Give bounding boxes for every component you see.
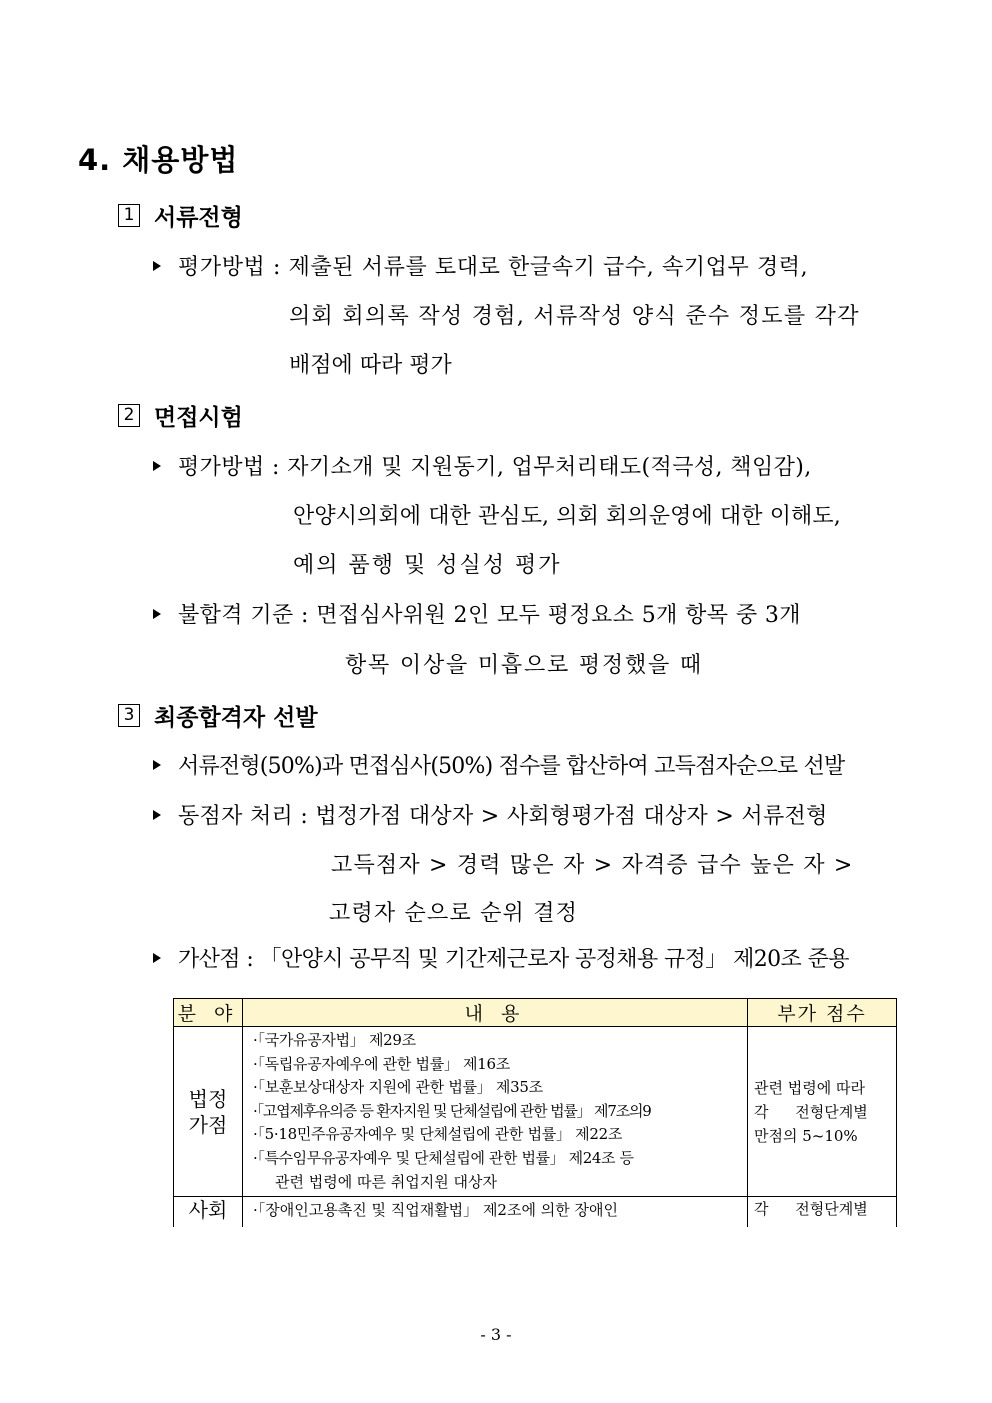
triangle-bullet-icon: [153, 760, 161, 770]
points-cell: [748, 1027, 897, 1197]
table-row: [174, 1197, 897, 1227]
triangle-bullet-icon: [153, 810, 161, 820]
bullet-line: 평가방법 : 제출된 서류를 토대로 한글속기 급수, 속기업무 경력,: [178, 255, 809, 280]
section-title-text: 최종합격자 선발: [154, 704, 318, 731]
category-cell: [174, 1197, 243, 1227]
section-number-box: 1: [118, 204, 140, 227]
section-1-title: [118, 199, 243, 232]
triangle-bullet-icon: [153, 953, 161, 963]
law-item: ·「국가유공자법」 제29조: [253, 1031, 416, 1049]
category-text: 가점: [188, 1112, 228, 1137]
section-number-box: 2: [118, 404, 140, 427]
bullet-line: 의회 회의록 작성 경험, 서류작성 양식 준수 정도를 각각: [289, 304, 860, 329]
section-title-text: 면접시험: [154, 404, 243, 431]
points-text: 각 전형단계별: [754, 1200, 868, 1219]
category-text: 사회: [188, 1198, 228, 1223]
content-cell: [243, 1197, 748, 1227]
triangle-bullet-icon: [153, 461, 161, 471]
law-item: ·「독립유공자예우에 관한 법률」 제16조: [253, 1054, 510, 1073]
section-heading: 4. 채용방법: [78, 143, 239, 177]
bullet-line: 고령자 순으로 순위 결정: [329, 901, 579, 926]
table-header-cell: 부가 점수: [748, 999, 897, 1027]
bullet-line: 서류전형(50%)과 면접심사(50%) 점수를 합산하여 고득점자순으로 선발: [178, 754, 845, 779]
table-header-cell: 분 야: [174, 999, 243, 1027]
table-header-cell: 내 용: [243, 999, 748, 1027]
section-3-title: [118, 699, 318, 732]
bullet-line: 안양시의회에 대한 관심도, 의회 회의운영에 대한 이해도,: [293, 504, 841, 529]
bonus-points-table-wrapper: [160, 995, 910, 1227]
bullet-line: 고득점자 > 경력 많은 자 > 자격증 급수 높은 자 >: [331, 853, 854, 878]
content-cell: [243, 1027, 748, 1197]
points-text: 만점의 5~10%: [754, 1126, 858, 1145]
category-text: 법정: [188, 1086, 228, 1111]
section-title-text: 서류전형: [154, 204, 243, 231]
table-row: [174, 1027, 897, 1197]
points-cell: [748, 1197, 897, 1227]
law-item: ·「5·18민주유공자예우 및 단체설립에 관한 법률」 제22조: [253, 1125, 623, 1144]
table-header-row: [174, 999, 897, 1027]
points-text: 각 전형단계별: [754, 1102, 868, 1121]
bonus-points-table: [173, 998, 897, 1227]
section-2-title: [118, 399, 243, 432]
bullet-line: 불합격 기준 : 면접심사위원 2인 모두 평정요소 5개 항목 중 3개: [178, 603, 801, 628]
bullet-line: 예의 품행 및 성실성 평가: [293, 553, 562, 578]
points-text: 관련 법령에 따라: [754, 1078, 865, 1097]
law-item: ·「고엽제후유의증 등 환자지원 및 단체설립에 관한 법률」 제7조의9: [253, 1101, 651, 1120]
bullet-line: 평가방법 : 자기소개 및 지원동기, 업무처리태도(적극성, 책임감),: [178, 455, 812, 480]
triangle-bullet-icon: [153, 261, 161, 271]
law-item: ·「특수임무유공자예우 및 단체설립에 관한 법률」 제24조 등: [253, 1148, 634, 1167]
bullet-line: 가산점 : 「안양시 공무직 및 기간제근로자 공정채용 규정」 제20조 준용: [178, 947, 849, 972]
law-item: 관련 법령에 따른 취업지원 대상자: [275, 1172, 497, 1191]
section-number-box: 3: [118, 704, 140, 727]
bullet-line: 항목 이상을 미흡으로 평정했을 때: [345, 653, 703, 678]
bullet-line: 배점에 따라 평가: [289, 353, 452, 378]
page-number: - 3 -: [480, 1325, 512, 1344]
bullet-line: 동점자 처리 : 법정가점 대상자 > 사회형평가점 대상자 > 서류전형: [178, 804, 828, 829]
category-cell: [174, 1027, 243, 1197]
triangle-bullet-icon: [153, 609, 161, 619]
law-item: ·「보훈보상대상자 지원에 관한 법률」 제35조: [253, 1078, 543, 1097]
law-item: ·「장애인고용촉진 및 직업재활법」 제2조에 의한 장애인: [253, 1201, 618, 1220]
